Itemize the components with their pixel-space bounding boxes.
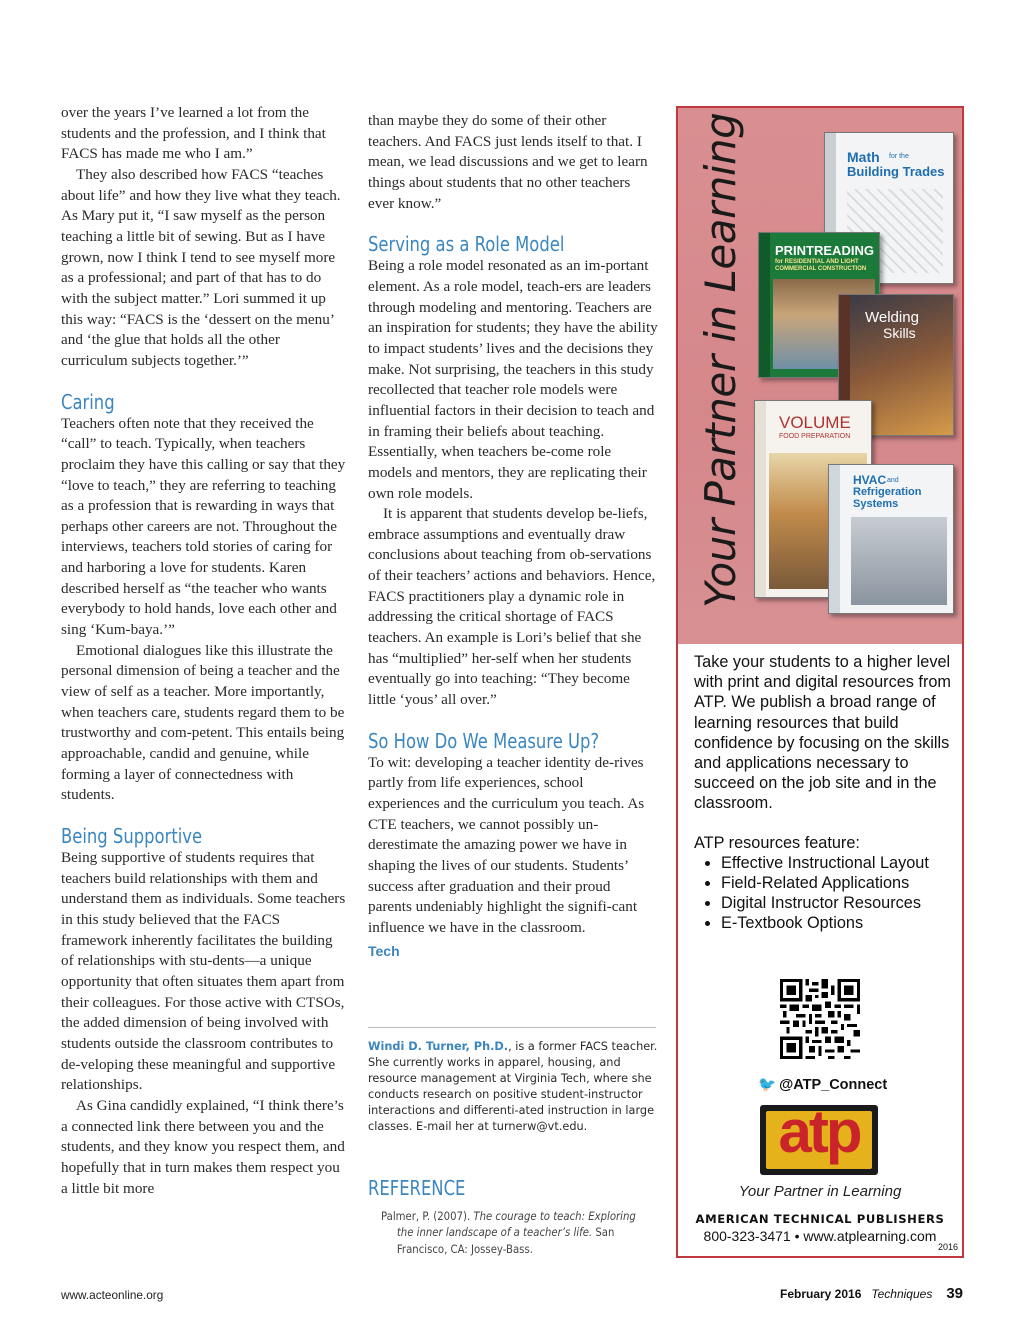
end-mark: Tech	[368, 942, 400, 959]
paragraph: over the years I’ve learned a lot from the students and the profession, and I think that FACS has made me who I am.”	[61, 104, 326, 163]
twitter-handle-text: @ATP_Connect	[779, 1077, 888, 1093]
paragraph: They also described how FACS “teaches about life” and how they live what they teach. As Mary put it, “I saw myself as the person teaching a little bit of sewing. But as I have grown, now I think I tend to see myself more as a professional; and part of that has to do with the subject matter.” Lori summed it up this way: “FACS is the ‘dessert on the menu’ and ‘the glue that holds all the other curriculum subjects together.’”	[61, 165, 341, 369]
paragraph: To wit: developing a teacher identity de-rives partly from life experiences, school experiences and the curriculum you teach. As CTE teachers, we cannot possibly un-derestimate the amazing power we have in shaping the lives of our students. Students’ success after graduation and their proud parents undeniably highlight the signifi-cant influence we have in the classroom.	[368, 753, 645, 936]
divider	[368, 1027, 656, 1028]
paragraph: As Gina candidly explained, “I think there’s a connected link there between you and the students, and they know you respect them, and hopefully that in turn makes them respect you a little bit more	[61, 1096, 345, 1197]
ad-features-list	[694, 853, 956, 934]
paragraph: It is apparent that students develop be-liefs, embrace assumptions and eventually draw conclusions about teaching from ob-servations of their teachers’ actions and behaviors. Hence, FACS practitioners play a dynamic role in addressing the critical shortage of FACS teachers. An example is Lori’s belief that she has “multiplied” her-self when her students eventually go into teaching: “They become little ‘yous’ all over.”	[368, 505, 656, 709]
author-name: Windi D. Turner, Ph.D.	[368, 1040, 509, 1053]
section-heading-being-supportive: Being Supportive	[61, 824, 203, 848]
list-item: • E-Textbook Options	[721, 913, 956, 933]
reference-title: The courage to teach: Exploring the inner landscape of a teacher’s life.	[396, 1209, 636, 1240]
publisher-name: AMERICAN TECHNICAL PUBLISHERS	[695, 1212, 945, 1226]
section-heading-role-model: Serving as a Role Model	[368, 232, 565, 257]
book-cover-hvac: HVAC and Refrigeration Systems	[828, 464, 954, 614]
magazine-name: Techniques	[871, 1287, 933, 1301]
paragraph: Emotional dialogues like this illustrate the personal dimension of being a teacher and the view of self as a teacher. More importantly, when teachers care, students regard them to be trustworthy and com-petent. This entails being approachable, candid and genuine, while forming a layer of connectedness with students.	[61, 641, 345, 804]
paragraph: Being a role model resonated as an im-portant element. As a role model, teach-ers are leaders through modeling and mentoring. Teachers are an inspiration for students; they have the ability to impact students’ lives and the decisions they make. Not surprising, the teachers in this study recollected that teacher role models were influential factors in their decision to teach and in framing their beliefs about teaching. Essentially, when teachers be-come role models and mentors, they are replicating their own role models.	[368, 257, 658, 502]
section-heading-caring: Caring	[61, 389, 115, 414]
paragraph: Being supportive of students requires that teachers build relationships with them and understand them as individuals. Some teachers in this study believed that the FACS framework inherently facilitates the building of relationships with stu-dents—a unique opportunity that often situates them apart from their colleagues. For those active with CTSOs, the added dimension of being involved with students outside the classroom contributes to de-veloping these meaningful and supportive relationships.	[61, 849, 346, 1094]
atp-logo-text: atp	[778, 1098, 860, 1165]
page-number: 39	[946, 1285, 963, 1302]
reference-heading: REFERENCE	[368, 1176, 466, 1200]
section-heading-measure-up: So How Do We Measure Up?	[368, 728, 600, 753]
book-cover-printreading: PRINTREADING for RESIDENTIAL AND LIGHT COMMERCIAL CONSTRUCTION	[758, 232, 880, 378]
book-cover-welding: Welding Skills	[838, 294, 954, 436]
twitter-bird-icon: 🐦	[758, 1077, 777, 1093]
atp-advertisement[interactable]	[676, 106, 964, 1258]
ad-tagline: Your Partner in Learning	[738, 1183, 902, 1200]
qr-code-icon[interactable]	[780, 979, 860, 1059]
footer-info	[780, 1285, 963, 1302]
atp-logo	[760, 1098, 878, 1175]
reference-author: Palmer, P. (2007).	[381, 1209, 474, 1223]
footer-url[interactable]: www.acteonline.org	[61, 1288, 164, 1302]
list-item: • Field-Related Applications	[721, 873, 956, 893]
book-cover-math: Math for the Building Trades	[824, 132, 954, 284]
publisher-contact[interactable]: 800-323-3471 • www.atplearning.com	[703, 1228, 937, 1244]
paragraph: Teachers often note that they received the “call” to teach. Typically, when teachers proclaim they have this calling or say that they “love to teach,” they are referring to teaching as a profession that is rewarding in ways that perhaps other careers are not. Throughout the interviews, teachers told stories of caring for and harboring a love for students. Karen described herself as “the teacher who wants everybody to hold hands, love each other and sing ‘Kum-baya.’”	[61, 414, 346, 639]
author-bio	[368, 1039, 658, 1135]
ad-year: 2016	[937, 1242, 958, 1252]
ad-features-heading: ATP resources feature:	[694, 833, 860, 852]
book-cover-volume: VOLUME FOOD PREPARATION	[754, 400, 872, 598]
issue-date: February 2016	[779, 1287, 862, 1301]
author-bio-text: , is a former FACS teacher. She currently works in apparel, housing, and resource management at Virginia Tech, where she conducts research on positive student-instructor interactions and differenti-ated instruction in large classes. E-mail her at turnerw@vt.edu.	[368, 1040, 658, 1133]
ad-tagline-vertical: Your Partner in Learning	[696, 112, 745, 608]
list-item: • Effective Instructional Layout	[721, 853, 956, 873]
article-column-2	[368, 111, 658, 961]
twitter-handle[interactable]	[758, 1076, 887, 1093]
paragraph: than maybe they do some of their other teachers. And FACS just lends itself to that. I mean, we lead discussions and we get to learn things about students that no other teachers ever know.”	[368, 112, 648, 212]
article-column-1	[61, 103, 349, 1199]
reference-entry	[381, 1208, 643, 1257]
reference-publisher: San Francisco, CA: Jossey-Bass.	[396, 1225, 615, 1256]
ad-body-text: Take your students to a higher level with print and digital resources from ATP. We publish a broad range of learning resources that build confidence by focusing on the skills and applications necessary to succeed on the job site and in the classroom.	[694, 653, 951, 813]
ad-body	[694, 652, 956, 934]
ad-hero-panel	[678, 108, 962, 644]
list-item: • Digital Instructor Resources	[721, 893, 956, 913]
